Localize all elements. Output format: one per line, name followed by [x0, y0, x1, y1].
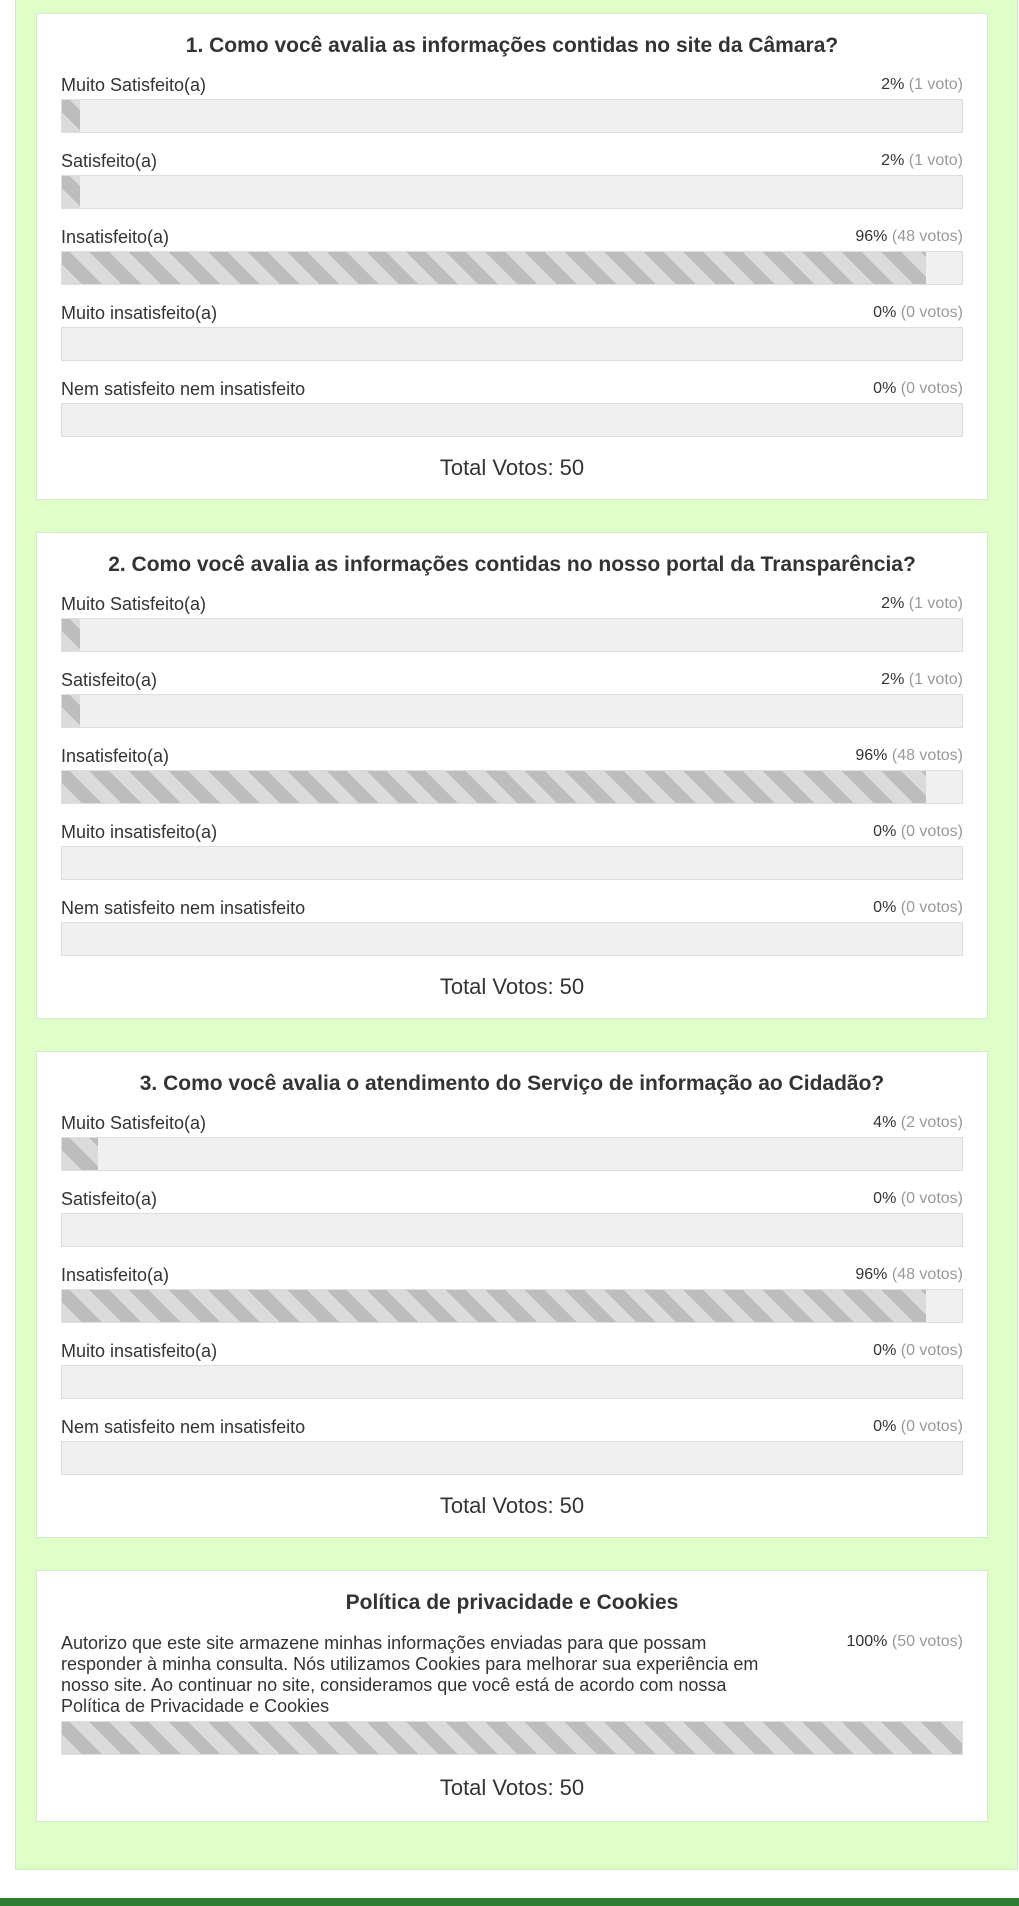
poll-option — [61, 150, 963, 209]
option-label: Nem satisfeito nem insatisfeito — [61, 898, 306, 918]
option-percent: 0% — [873, 1190, 897, 1207]
result-bar — [61, 770, 963, 804]
option-votes: (0 votos) — [900, 823, 963, 840]
option-votes: (1 voto) — [908, 76, 963, 93]
option-percent: 2% — [881, 671, 905, 688]
option-stat — [846, 1633, 963, 1717]
poll-results-container — [15, 0, 1018, 1870]
option-label: Insatisfeito(a) — [61, 227, 170, 247]
result-bar-fill — [62, 695, 80, 727]
option-label: Satisfeito(a) — [61, 1189, 158, 1209]
option-percent: 0% — [873, 1418, 897, 1435]
option-votes: (50 votos) — [891, 1633, 963, 1650]
option-votes: (0 votos) — [900, 380, 963, 397]
option-label: Insatisfeito(a) — [61, 746, 170, 766]
option-stat — [873, 821, 963, 843]
poll-card-3 — [36, 1051, 988, 1538]
option-label: Nem satisfeito nem insatisfeito — [61, 379, 306, 399]
result-bar — [61, 403, 963, 437]
total-votes: Total Votos: 50 — [439, 974, 585, 999]
option-votes: (48 votos) — [891, 747, 963, 764]
option-stat — [881, 150, 963, 172]
option-stat — [873, 1340, 963, 1362]
poll-option — [61, 1340, 963, 1399]
result-bar — [61, 846, 963, 880]
result-bar-fill — [62, 100, 80, 132]
poll-card-1 — [36, 13, 988, 500]
option-stat — [881, 669, 963, 691]
result-bar-fill — [62, 1138, 98, 1170]
result-bar — [61, 618, 963, 652]
privacy-option — [61, 1633, 963, 1717]
option-votes: (0 votos) — [900, 1342, 963, 1359]
poll-option — [61, 745, 963, 804]
option-label: Muito Satisfeito(a) — [61, 1113, 207, 1133]
result-bar — [61, 99, 963, 133]
option-stat — [873, 1416, 963, 1438]
option-votes: (2 votos) — [900, 1114, 963, 1131]
result-bar-fill — [62, 1722, 962, 1754]
option-votes: (1 voto) — [908, 152, 963, 169]
result-bar — [61, 922, 963, 956]
poll-option — [61, 226, 963, 285]
result-bar — [61, 1289, 963, 1323]
result-bar — [61, 1441, 963, 1475]
option-label: Insatisfeito(a) — [61, 1265, 170, 1285]
poll-option — [61, 593, 963, 652]
poll-option — [61, 1416, 963, 1475]
option-percent: 2% — [881, 595, 905, 612]
poll-card-2 — [36, 532, 988, 1019]
option-votes: (1 voto) — [908, 595, 963, 612]
result-bar — [61, 327, 963, 361]
option-percent: 96% — [855, 1266, 888, 1283]
poll-option — [61, 897, 963, 956]
option-percent: 0% — [873, 823, 897, 840]
option-label: Muito Satisfeito(a) — [61, 75, 207, 95]
option-label: Satisfeito(a) — [61, 151, 158, 171]
option-percent: 0% — [873, 1342, 897, 1359]
option-label: Nem satisfeito nem insatisfeito — [61, 1417, 306, 1437]
option-stat — [873, 302, 963, 324]
option-stat — [855, 745, 963, 767]
result-bar-fill — [62, 1290, 926, 1322]
option-percent: 0% — [873, 899, 897, 916]
poll-option — [61, 302, 963, 361]
option-percent: 96% — [855, 228, 888, 245]
result-bar — [61, 175, 963, 209]
poll-question: 2. Como você avalia as informações contidas no nosso portal da Transparência? — [108, 553, 916, 576]
option-label: Satisfeito(a) — [61, 670, 158, 690]
option-stat — [855, 226, 963, 248]
option-stat — [873, 378, 963, 400]
result-bar — [61, 1137, 963, 1171]
option-votes: (1 voto) — [908, 671, 963, 688]
option-label: Muito insatisfeito(a) — [61, 1341, 218, 1361]
option-percent: 2% — [881, 76, 905, 93]
poll-option — [61, 1112, 963, 1171]
footer-strip — [0, 1898, 1019, 1906]
poll-question: 1. Como você avalia as informações contidas no site da Câmara? — [185, 34, 839, 57]
privacy-title: Política de privacidade e Cookies — [345, 1591, 679, 1614]
result-bar — [61, 1213, 963, 1247]
result-bar-fill — [62, 619, 80, 651]
option-label: Muito insatisfeito(a) — [61, 303, 218, 323]
result-bar — [61, 251, 963, 285]
option-percent: 96% — [855, 747, 888, 764]
poll-option — [61, 74, 963, 133]
option-percent: 2% — [881, 152, 905, 169]
result-bar-fill — [62, 771, 926, 803]
option-stat — [873, 1188, 963, 1210]
option-stat — [873, 897, 963, 919]
option-stat — [881, 74, 963, 96]
privacy-consent-text: Autorizo que este site armazene minhas informações enviadas para que possam responder à minha consulta. Nós utilizamos Cookies para melhorar sua experiência em nosso site. Ao continuar no site, consideramos que você está de acordo com nossa Política de Privacidade e Cookies — [61, 1633, 759, 1716]
option-label: Muito insatisfeito(a) — [61, 822, 218, 842]
option-percent: 4% — [873, 1114, 897, 1131]
poll-option — [61, 1264, 963, 1323]
poll-option — [61, 669, 963, 728]
privacy-card — [36, 1570, 988, 1822]
result-bar-fill — [62, 176, 80, 208]
option-stat — [855, 1264, 963, 1286]
result-bar — [61, 1365, 963, 1399]
poll-option — [61, 378, 963, 437]
result-bar — [61, 694, 963, 728]
poll-question: 3. Como você avalia o atendimento do Serviço de informação ao Cidadão? — [139, 1072, 885, 1095]
result-bar-fill — [62, 252, 926, 284]
option-votes: (0 votos) — [900, 899, 963, 916]
option-votes: (0 votos) — [900, 1418, 963, 1435]
option-label: Muito Satisfeito(a) — [61, 594, 207, 614]
option-votes: (48 votos) — [891, 1266, 963, 1283]
option-percent: 100% — [846, 1633, 888, 1650]
total-votes: Total Votos: 50 — [439, 1493, 585, 1518]
option-votes: (48 votos) — [891, 228, 963, 245]
result-bar — [61, 1721, 963, 1755]
option-percent: 0% — [873, 380, 897, 397]
option-votes: (0 votos) — [900, 1190, 963, 1207]
total-votes: Total Votos: 50 — [439, 1775, 585, 1800]
option-stat — [873, 1112, 963, 1134]
poll-option — [61, 821, 963, 880]
option-stat — [881, 593, 963, 615]
option-percent: 0% — [873, 304, 897, 321]
poll-option — [61, 1188, 963, 1247]
option-votes: (0 votos) — [900, 304, 963, 321]
total-votes: Total Votos: 50 — [439, 455, 585, 480]
